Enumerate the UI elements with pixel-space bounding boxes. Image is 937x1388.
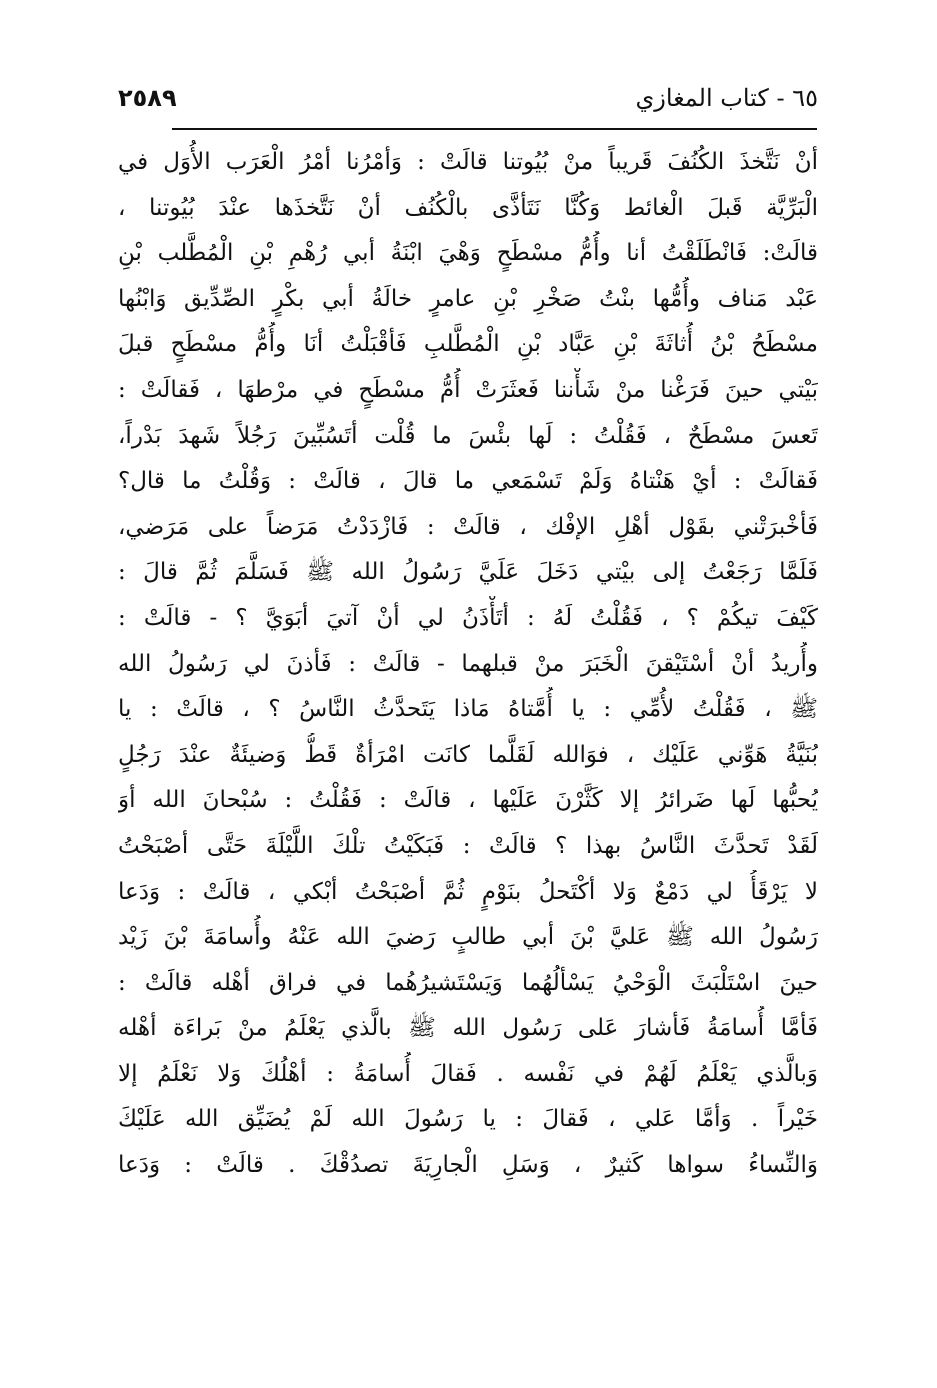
text-line: بُنَيَّةُ هَوِّني عَلَيْك ، فوَالله لَقَلَّما كانَت امْرَأةٌ قَطُّ وَضيئَةٌ عنْدَ رَجُلٍ bbox=[118, 741, 818, 768]
text-line: تَعسَ مسْطَحٌ ، فَقُلْتُ : لَها بئْسَ ما قُلْت أتَسُبِّينَ رَجُلاً شَهدَ بَدْراً، bbox=[118, 422, 818, 449]
text-line: وأُريدُ أنْ أسْتَيْقنَ الْخَبَرَ منْ قبلهما - قالَتْ : فَأذنَ لي رَسُولُ الله bbox=[118, 650, 818, 677]
text-line: وَبالَّذي يَعْلَمُ لَهُمْ في نَفْسه . فَقالَ أُسامَةُ : أهْلُكَ وَلا نَعْلَمُ إلا bbox=[118, 1060, 818, 1087]
text-line: الْبَرِّيَّة قَبلَ الْغائط وَكُنَّا نَتَأذَّى بالْكُنُف أنْ نَتَّخذَها عنْدَ بُيُوتنا ، bbox=[118, 194, 818, 221]
text-line: خَيْراً . وَأمَّا عَلي ، فَقالَ : يا رَسُولَ الله لَمْ يُضَيِّق الله عَلَيْكَ bbox=[118, 1106, 818, 1133]
text-line: أنْ نَتَّخذَ الكُنُفَ قَريباً منْ بُيُوتنا قالَتْ : وَأمْرُنا أمْرُ الْعَرَب الأُوَل في bbox=[118, 149, 818, 175]
text-line: ﷺ ، فَقُلْتُ لأُمِّي : يا أُمَّتاهُ مَاذا يَتَحدَّثُ النَّاسُ ؟ ، قالَتْ : يا bbox=[118, 696, 818, 723]
text-line: قالَتْ: فَانْطَلَقْتُ أنا وأُمُّ مسْطَحٍ وَهْيَ ابْنَةُ أبي رُهْمِ بْنِ الْمُطَّلب بْنِ bbox=[118, 240, 818, 267]
text-line: مسْطَحُ بْنُ أُثاثَةَ بْنِ عَبَّاد بْنِ الْمُطَّلبِ فَأقْبَلْتُ أنَا وأُمُّ مسْطَحٍ قبلَ bbox=[118, 331, 818, 358]
page-header bbox=[118, 80, 818, 124]
text-line: وَالنِّساءُ سواها كَثيرٌ ، وَسَلِ الْجارِيَةَ تصدُقْكَ . قالَتْ : وَدَعا bbox=[118, 1152, 818, 1179]
text-line: بَيْتي حينَ فَرَغْنا منْ شَأْننا فَعثَرَتْ أُمُّ مسْطَحٍ في مرْطهَا ، فَقالَتْ : bbox=[118, 376, 818, 403]
text-line: رَسُولُ الله ﷺ عَليَّ بْنَ أبي طالبٍ رَضيَ الله عَنْهُ وأُسامَةَ بْنَ زَيْد bbox=[118, 924, 818, 951]
body-text bbox=[118, 140, 818, 1189]
text-line: لَقَدْ تَحدَّثَ النَّاسُ بهذا ؟ قالَتْ : فَبَكَيْتُ تلْكَ اللَّيْلَةَ حَتَّى أصْبَحْتُ bbox=[118, 832, 818, 859]
text-line: يُحبُّها لَها ضَرائرُ إلا كَثَّرْنَ عَلَيْها ، قالَتْ : فَقُلْتُ : سُبْحانَ الله أوَ bbox=[118, 787, 818, 814]
text-line: فَأمَّا أُسامَةُ فَأشارَ عَلى رَسُول الله ﷺ بالَّذي يَعْلَمُ منْ بَراءَة أهْله bbox=[118, 1015, 818, 1042]
text-line: عَبْد مَناف وأُمُّها بنْتُ صَخْرِ بْنِ عامرٍ خالَةُ أبي بكْرٍ الصِّدِّيق وَابْنُها bbox=[118, 285, 818, 312]
header-rule bbox=[172, 128, 817, 130]
text-line: لا يَرْقَأُ لي دَمْعٌ وَلا أكْتَحلُ بنَوْمٍ ثُمَّ أصْبَحْتُ أبْكي ، قالَتْ : وَدَعا bbox=[118, 878, 818, 905]
text-line: فَأخْبرَتْني بقَوْل أهْلِ الإفْك ، قالَتْ : فَازْدَدْتُ مَرَضاً على مَرَضي، bbox=[118, 513, 818, 540]
text-line: فَقالَتْ : أيْ هَنْتاهُ وَلَمْ تَسْمَعي ما قالَ ، قالَتْ : وَقُلْتُ ما قال؟ bbox=[118, 468, 818, 495]
text-line: كَيْفَ تيكُمْ ؟ ، فَقُلْتُ لَهُ : أتَأْذَنُ لي أنْ آتيَ أبَوَيَّ ؟ - قالَتْ : bbox=[118, 604, 818, 631]
text-line: حينَ اسْتَلْبَثَ الْوَحْيُ يَسْألُهُما وَيَسْتَشيرُهُما في فراق أهْله قالَتْ : bbox=[118, 969, 818, 996]
running-title: ٦٥ - كتاب المغازي bbox=[635, 84, 818, 112]
page-number: ٢٥٨٩ bbox=[118, 84, 177, 112]
text-line: فَلَمَّا رَجَعْتُ إلى بيْتي دَخَلَ عَلَيَّ رَسُولُ الله ﷺ فَسَلَّمَ ثُمَّ قالَ : bbox=[118, 559, 818, 586]
